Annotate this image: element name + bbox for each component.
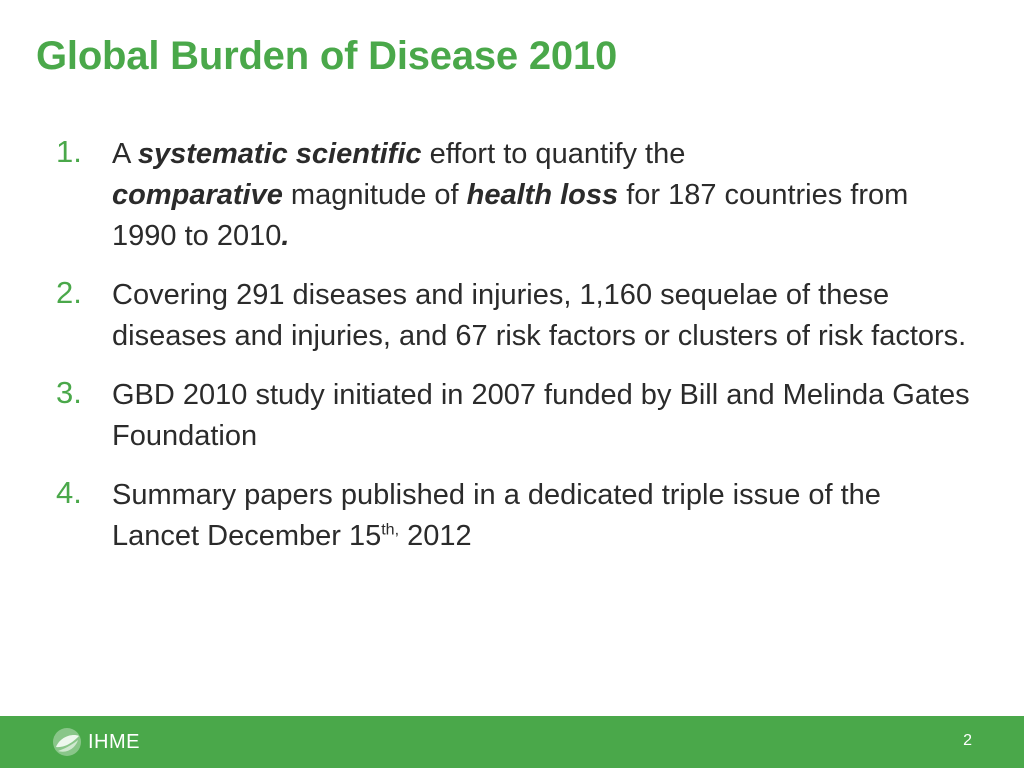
item-text-segment: magnitude of [282,179,467,211]
item-text-emphasis: comparative [112,179,283,211]
item-text-segment: 2012 [399,520,472,552]
bullet-list [56,134,976,575]
ihme-logo [52,725,140,759]
item-text-emphasis: systematic scientific [137,138,422,170]
logo-text: IHME [88,730,140,753]
list-item [56,134,976,257]
list-item [56,475,976,557]
footer-bar [0,716,1024,768]
item-text-segment: effort to quantify the [421,138,686,170]
ordinal-superscript: th, [381,521,400,539]
item-text-segment: A [112,138,138,170]
item-text-segment: for 187 countries from 1990 to 2010 [112,179,909,252]
ihme-leaf-logo-icon [52,727,82,757]
item-text-emphasis: health loss [466,179,619,211]
item-text [112,475,976,557]
item-number: 1. [56,134,82,169]
item-text: Covering 291 diseases and injuries, 1,160 sequelae of these diseases and injuries, and 67 risk factors or clusters of risk factors. [112,279,967,352]
list-item [56,375,976,457]
item-number: 3. [56,375,82,410]
item-text [112,134,976,257]
list-item [56,275,976,357]
page-number: 2 [963,732,972,749]
item-text-emphasis: . [281,220,290,252]
item-number: 2. [56,275,82,310]
item-number: 4. [56,475,82,510]
item-text-segment: Summary papers published in a dedicated triple issue of the Lancet December 15 [112,479,881,552]
slide-title: Global Burden of Disease 2010 [36,34,618,78]
item-text: GBD 2010 study initiated in 2007 funded by Bill and Melinda Gates Foundation [112,379,970,452]
